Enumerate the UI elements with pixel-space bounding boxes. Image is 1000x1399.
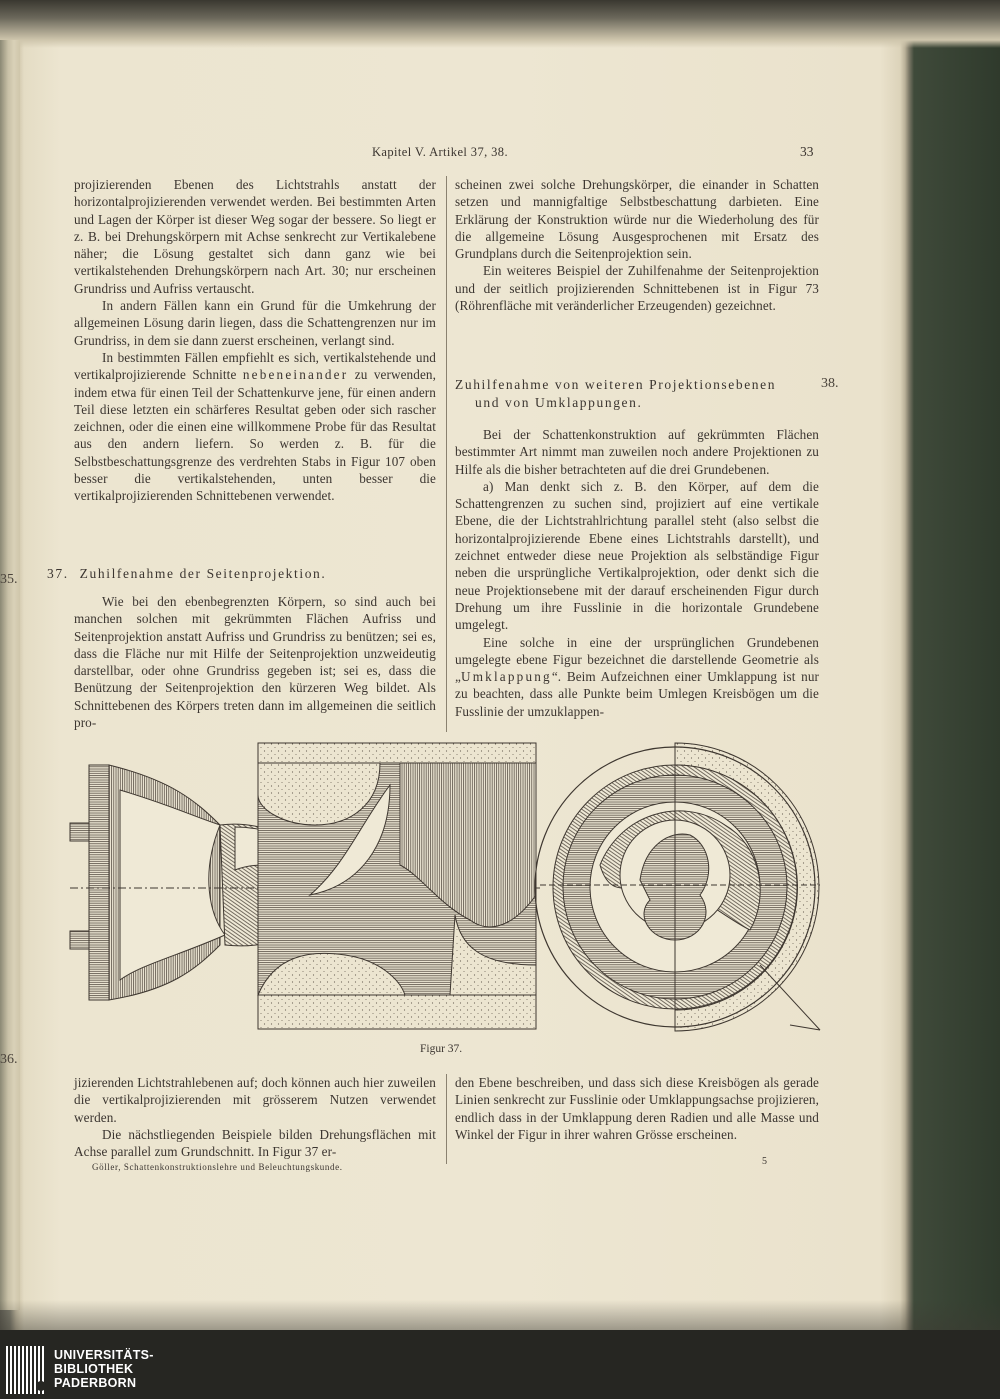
section-37-heading [47,566,326,582]
emphasis-nebeneinander: nebeneinander [242,367,349,383]
section-38-title-line2: und von Umklappungen. [475,395,643,410]
right-paragraph-5-b: “. Beim Aufzeichnen einer Umklappung ist nur zu beachten, dass alle Punkte beim Umlegen Kreisbögen um die Fusslinie der umzuklappen- [455,669,819,719]
right-paragraph-3: Bei der Schattenkonstruktion auf gekrümmten Flächen bestimmter Art nimmt man zuweilen noch andere Projektionen zu Hilfe als die bisher betrachteten auf die drei Grundebenen. [455,427,819,477]
footer-book-title: Göller, Schattenkonstruktionslehre und Beleuchtungskunde. [92,1162,343,1172]
bottom-right-column [455,1074,819,1143]
section-38-heading [455,376,835,412]
bottom-left-paragraph-1: jizierenden Lichtstrahlebenen auf; doch können auch hier zuweilen die vertikalprojizierenden mit grösserem Nutzen verwendet werden. [74,1075,436,1125]
bottom-left-paragraph-2: Die nächstliegenden Beispiele bilden Drehungsflächen mit Achse parallel zum Grundschnitt. In Figur 37 er- [74,1126,436,1160]
right-paragraph-4: a) Man denkt sich z. B. den Körper, auf dem die Schattengrenzen zu suchen sind, projiziert auf eine vertikale Ebene, die der Lichtstrahlrichtung parallel steht (also selbst die horizontalprojizierende Ebene eines Lichtstrahls darstellt), und zeichnet entweder diese neue Projektion als selbständige Figur neben die ursprüngliche Vertikalprojektion, oder denkt sich die neue Projektionsebene mit der darauf erscheinenden Figur durch Drehung um ihre Fusslinie in die horizontale Grundebene umgelegt. [455,478,819,633]
left-paragraph-3-a: In bestimmten Fällen empfiehlt es sich, vertikalstehende und vertikalprojizierende Schnitte [74,349,436,383]
library-line-1: UNIVERSITÄTS- [54,1348,154,1362]
margin-number-left-bottom: 36. [0,1052,18,1067]
library-logo-icon [6,1346,50,1394]
right-column-lower [455,426,819,720]
right-paragraph-1: scheinen zwei solche Drehungskörper, die einander in Schatten setzen und mannigfaltige Selbstbeschattung darbieten. Eine Erklärung der Konstruktion würde nur die Wiederholung des für die allgemeine Lösung Ausgesprochenen mit Ersatz des Grundplans durch die Seitenprojektion sein. [455,177,819,262]
facing-page-edge [0,40,20,1310]
left-column-lower [74,593,436,731]
section-37-title: Zuhilfenahme der Seitenprojektion. [79,566,327,581]
signature-mark: 5 [762,1156,767,1167]
margin-number-right: 38. [821,376,839,391]
top-shadow [0,0,1000,48]
library-line-2: BIBLIOTHEK [54,1362,134,1376]
section-38-title-line1: Zuhilfenahme von weiteren Projektionsebenen [455,377,777,392]
left-paragraph-3 [74,349,436,505]
left-paragraph-4: Wie bei den ebenbegrenzten Körpern, so sind auch bei manchen solchen mit gekrümmten Flächen Aufriss und Seitenprojektion anstatt Aufriss und Grundriss zu benützen; sei es, dass die Fläche nur mit Hilfe der Seitenprojektion unzweideutig darstellbar, oder ohne Grundriss gegeben ist; sei es, dass die Benützung der Seitenprojektion den kürzeren Weg bildet. Als Schnittebenen des Körpers treten dann im allgemeinen die seitlich pro- [74,594,436,731]
right-paragraph-2: Ein weiteres Beispiel der Zuhilfenahme der Seitenprojektion und der seitlich projizierenden Schnittebenen ist in Figur 73 (Röhrenfläche mit veränderlicher Erzeugenden) gezeichnet. [455,263,819,314]
library-name [54,1348,154,1390]
library-line-3: PADERBORN [54,1376,137,1390]
margin-number-left-top: 35. [0,572,18,587]
page-number: 33 [800,144,814,159]
emphasis-umklappung: Umklappung [460,669,552,685]
right-column [455,176,819,314]
left-column [74,176,436,505]
left-paragraph-3-b: zu verwenden, indem etwa für einen Teil der Schattenkurve jene, für einen andern Teil diese letzten ein schärferes Resultat geben oder sich rascher zeichnen, oder die einen eine willkommene Probe für das Resultat aus den andern liefern. So werden z. B. für die Selbstbeschattungsgrenze des verdrehten Stabs in Figur 107 oben besser die vertikalstehenden, unten besser die vertikalprojizierenden Schnittebenen verwendet. [74,367,436,504]
left-paragraph-1: projizierenden Ebenen des Lichtstrahls anstatt der horizontalprojizierenden verwendet werden. Bei bestimmten Arten und Lagen der Körper ist dieser Weg sogar der bessere. So liegt er z. B. bei Drehungskörpern mit Achse senkrecht zur Vertikalebene näher; die Lösung gestaltet sich dann ganz wie bei vertikalstehenden Drehungskörpern nach Art. 30; nur erscheinen Grundriss und Aufriss vertauscht. [74,177,436,296]
section-37-number: 37. [47,566,69,581]
right-paragraph-5-a: Eine solche in eine der ursprünglichen Grundebenen umgelegte ebene Figur bezeichnet die darstellende Geometrie als „ [455,634,819,685]
left-paragraph-2: In andern Fällen kann ein Grund für die Umkehrung der allgemeinen Lösung darin liegen, dass die Schattengrenzen nur im Grundriss, in dem sie dann zuerst erscheinen, verlangt sind. [74,298,436,348]
right-paragraph-5 [455,634,819,720]
bottom-right-paragraph-1: den Ebene beschreiben, und dass sich diese Kreisbögen als gerade Linien senkrecht zur Fusslinie oder Umklappungsachse projizieren, endlich dass in der Umklappung deren Radien und alle Masse und Winkel der Figur in ihrer wahren Grösse erscheinen. [455,1075,819,1142]
figure-37-drawing [60,735,860,1035]
figure-caption: Figur 37. [420,1043,463,1055]
bottom-left-column [74,1074,436,1160]
running-header: Kapitel V. Artikel 37, 38. [372,145,508,159]
column-divider-bottom [446,1074,447,1164]
column-divider [446,176,447,732]
